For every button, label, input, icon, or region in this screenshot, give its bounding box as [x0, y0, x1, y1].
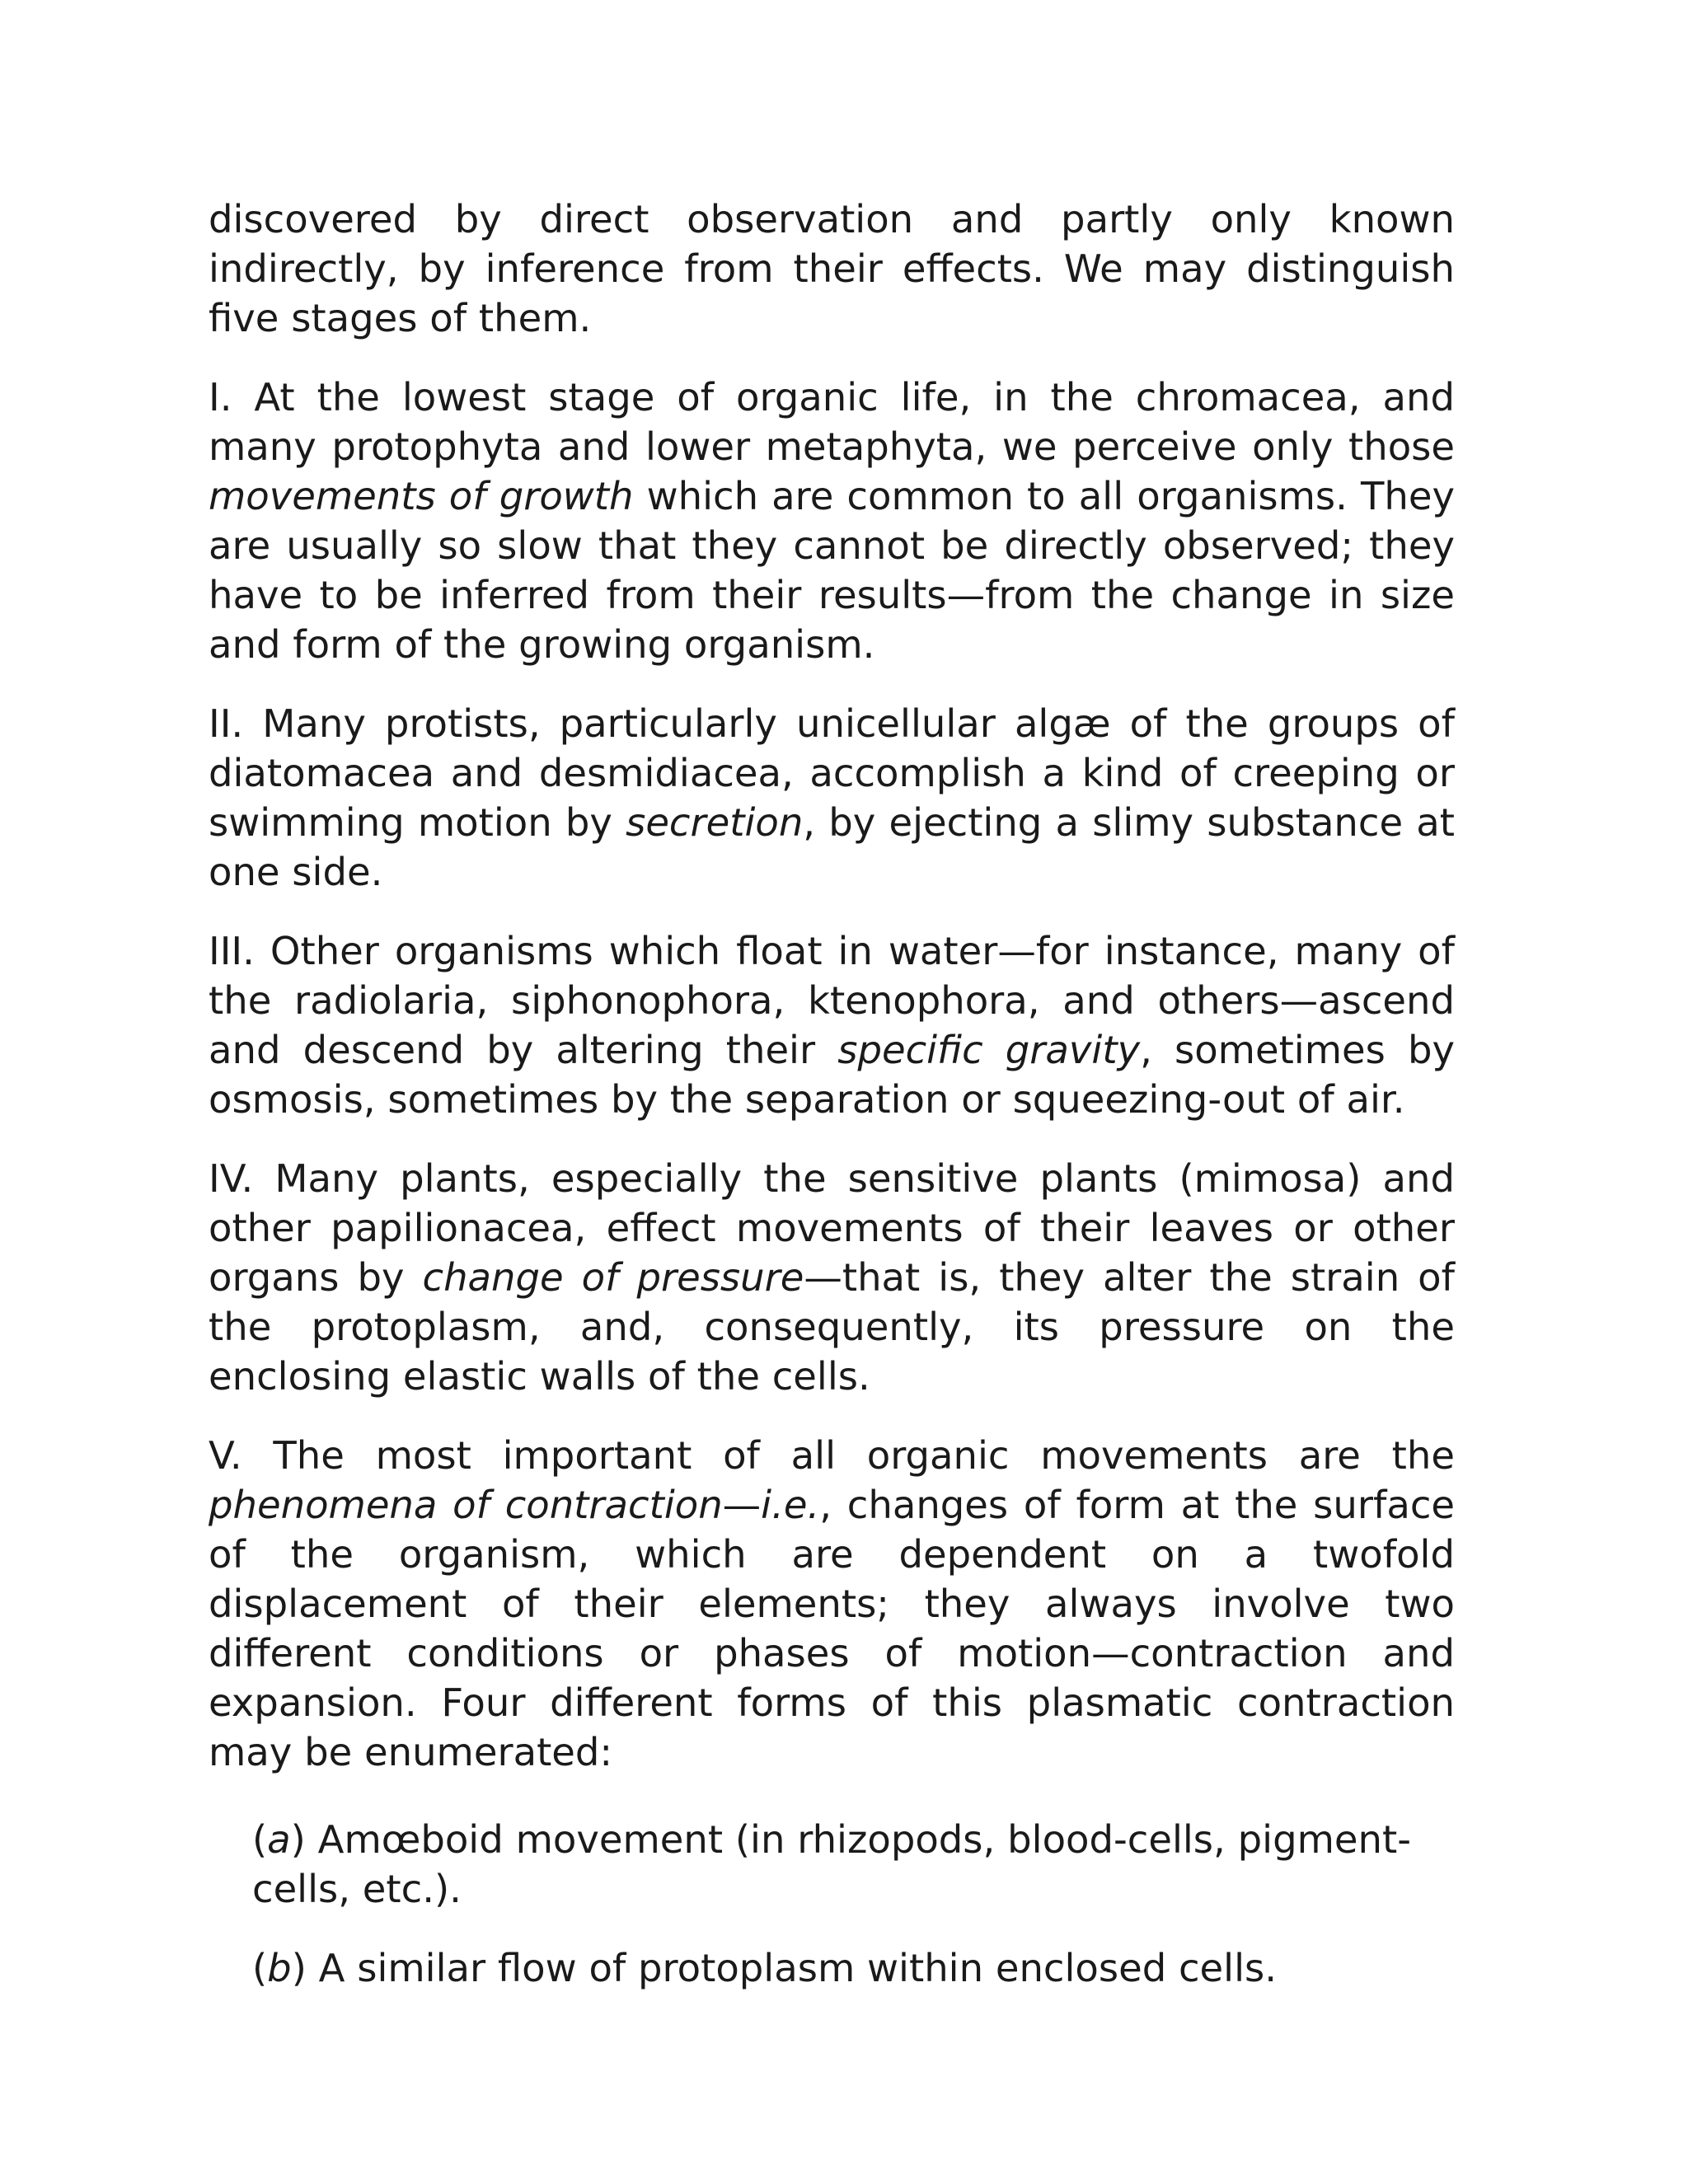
- document-page: [209, 194, 1455, 2022]
- emphasis-text: change of pressure: [422, 1255, 804, 1300]
- paragraph-text: II. Many protists, particularly unicellular algæ of the groups of diatomacea and desmidiacea, accomplish a kind of creeping or swimming motion by: [209, 701, 1455, 845]
- paragraph-text: V. The most important of all organic movements are the: [209, 1433, 1455, 1478]
- list-item-a: [252, 1815, 1411, 1914]
- emphasis-text: secretion: [626, 800, 804, 845]
- paragraph-text: , by ejecting a slimy substance at one side.: [209, 800, 1455, 894]
- list-item-b: [252, 1943, 1411, 1993]
- paragraph-text: , sometimes by osmosis, sometimes by the separation or squeezing-out of air.: [209, 1028, 1455, 1122]
- paragraph-text: —that is, they alter the strain of the protoplasm, and, consequently, its pressure on the enclosing elastic walls of the cells.: [209, 1255, 1455, 1399]
- emphasis-text: i.e.: [761, 1483, 820, 1527]
- list-paren: (: [252, 1817, 268, 1862]
- paragraph-text: which are common to all organisms. They are usually so slow that they cannot be directly observed; they have to be inferred from their results—from the change in size and form of the growing organism.: [209, 474, 1455, 667]
- paragraph-stage-3: [209, 926, 1455, 1124]
- paragraph-text: IV. Many plants, especially the sensitive plants (mimosa) and other papilionacea, effect movements of their leaves or other organs by: [209, 1156, 1455, 1300]
- list-letter: b: [267, 1946, 292, 1990]
- emphasis-text: specific gravity: [837, 1028, 1141, 1072]
- list-item-text: A similar flow of protoplasm within enclosed cells.: [306, 1946, 1278, 1990]
- list-letter: a: [267, 1817, 291, 1862]
- list-paren: ): [290, 1817, 306, 1862]
- paragraph-intro: discovered by direct observation and partly only known indirectly, by inference from their effects. We may distinguish five stages of them.: [209, 197, 1455, 340]
- paragraph-stage-5: [209, 1431, 1455, 1777]
- list-paren: ): [291, 1946, 307, 1990]
- paragraph-text: III. Other organisms which float in water—for instance, many of the radiolaria, siphonophora, ktenophora, and others—ascend and descend by altering their: [209, 929, 1455, 1072]
- paragraph-text: I. At the lowest stage of organic life, in the chromacea, and many protophyta and lower metaphyta, we perceive only those: [209, 375, 1455, 469]
- emphasis-text: movements of growth: [209, 474, 634, 518]
- paragraph-text: , changes of form at the surface of the organism, which are dependent on a twofold displacement of their elements; they always involve two different conditions or phases of motion—contraction and expansion. Four different forms of this plasmatic contraction may be enumerated:: [209, 1483, 1455, 1774]
- paragraph-text: —: [722, 1483, 762, 1527]
- paragraph-stage-4: [209, 1154, 1455, 1401]
- paragraph-stage-1: [209, 373, 1455, 669]
- list-paren: (: [252, 1946, 268, 1990]
- emphasis-text: phenomena of contraction: [209, 1483, 723, 1527]
- list-item-text: Amœboid movement (in rhizopods, blood-cells, pigment-cells, etc.).: [252, 1817, 1411, 1911]
- paragraph-stage-2: [209, 699, 1455, 897]
